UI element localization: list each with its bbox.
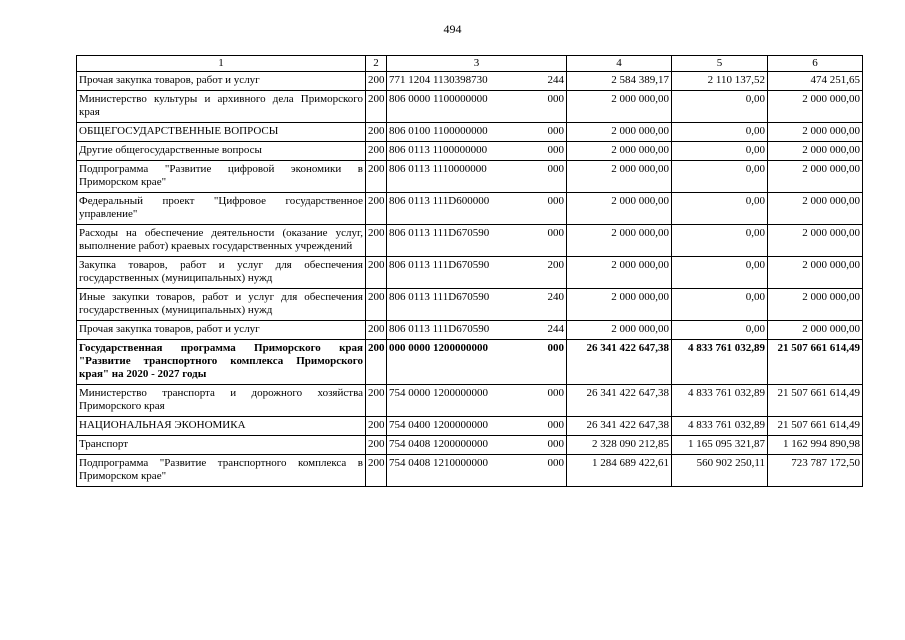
- row-code-expense-type: 240: [547, 291, 564, 303]
- row-code-cell: [387, 436, 567, 455]
- row-code-expense-type: 000: [547, 457, 564, 469]
- row-value-col5: 0,00: [672, 257, 768, 289]
- row-value-col4: 2 000 000,00: [567, 142, 672, 161]
- row-code-cell: [387, 72, 567, 91]
- row-code-cell: [387, 340, 567, 385]
- row-value-col4: 2 000 000,00: [567, 123, 672, 142]
- row-value-col6: 723 787 172,50: [768, 455, 863, 487]
- row-value-col5: 0,00: [672, 193, 768, 225]
- row-value-col6: 2 000 000,00: [768, 225, 863, 257]
- page-number: 494: [443, 22, 462, 36]
- row-col2-cell: 200: [366, 123, 387, 142]
- row-value-col5: 4 833 761 032,89: [672, 417, 768, 436]
- row-col2-cell: 200: [366, 340, 387, 385]
- row-value-col6: 21 507 661 614,49: [768, 340, 863, 385]
- row-name-cell: Государственная программа Приморского края "Развитие транспортного комплекса Приморского края" на 2020 - 2027 годы: [77, 340, 366, 385]
- row-value-col4: 2 000 000,00: [567, 257, 672, 289]
- row-name-cell: Министерство транспорта и дорожного хозяйства Приморского края: [77, 385, 366, 417]
- row-value-col4: 2 000 000,00: [567, 91, 672, 123]
- table-row: [77, 142, 863, 161]
- row-code-classification: 754 0408 1210000000: [389, 457, 488, 469]
- row-name-cell: ОБЩЕГОСУДАРСТВЕННЫЕ ВОПРОСЫ: [77, 123, 366, 142]
- table-row: [77, 340, 863, 385]
- row-code-classification: 806 0113 111D670590: [389, 227, 490, 239]
- row-value-col6: 21 507 661 614,49: [768, 385, 863, 417]
- table-header-row: [77, 56, 863, 72]
- header-cell-5: 5: [672, 56, 768, 72]
- table-row: [77, 257, 863, 289]
- table-row: [77, 225, 863, 257]
- row-value-col4: 2 000 000,00: [567, 193, 672, 225]
- row-col2-cell: 200: [366, 385, 387, 417]
- row-col2-cell: 200: [366, 72, 387, 91]
- row-name-cell: НАЦИОНАЛЬНАЯ ЭКОНОМИКА: [77, 417, 366, 436]
- row-col2-cell: 200: [366, 436, 387, 455]
- row-value-col4: 2 000 000,00: [567, 321, 672, 340]
- row-name-cell: Транспорт: [77, 436, 366, 455]
- table-row: [77, 91, 863, 123]
- table-row: [77, 455, 863, 487]
- row-code-cell: [387, 161, 567, 193]
- row-col2-cell: 200: [366, 289, 387, 321]
- row-code-cell: [387, 257, 567, 289]
- row-code-cell: [387, 91, 567, 123]
- row-col2-cell: 200: [366, 321, 387, 340]
- row-name-cell: Иные закупки товаров, работ и услуг для обеспечения государственных (муниципальных) нужд: [77, 289, 366, 321]
- row-value-col6: 2 000 000,00: [768, 123, 863, 142]
- row-value-col4: 1 284 689 422,61: [567, 455, 672, 487]
- row-code-classification: 806 0113 111D670590: [389, 323, 490, 335]
- row-name-cell: Закупка товаров, работ и услуг для обеспечения государственных (муниципальных) нужд: [77, 257, 366, 289]
- table-row: [77, 417, 863, 436]
- row-value-col5: 2 110 137,52: [672, 72, 768, 91]
- row-code-expense-type: 000: [547, 195, 564, 207]
- row-code-expense-type: 000: [547, 125, 564, 137]
- row-code-expense-type: 000: [547, 342, 564, 354]
- row-code-classification: 806 0113 1110000000: [389, 163, 487, 175]
- row-code-cell: [387, 455, 567, 487]
- row-col2-cell: 200: [366, 225, 387, 257]
- table-row: [77, 72, 863, 91]
- row-code-classification: 754 0408 1200000000: [389, 438, 488, 450]
- row-value-col4: 2 328 090 212,85: [567, 436, 672, 455]
- table-row: [77, 436, 863, 455]
- row-col2-cell: 200: [366, 193, 387, 225]
- row-value-col4: 2 000 000,00: [567, 289, 672, 321]
- row-value-col4: 26 341 422 647,38: [567, 385, 672, 417]
- row-code-classification: 754 0000 1200000000: [389, 387, 488, 399]
- row-code-expense-type: 244: [547, 323, 564, 335]
- row-value-col5: 0,00: [672, 161, 768, 193]
- budget-table: [76, 55, 863, 487]
- row-value-col5: 0,00: [672, 142, 768, 161]
- row-code-classification: 806 0113 1100000000: [389, 144, 488, 156]
- row-value-col6: 2 000 000,00: [768, 289, 863, 321]
- row-code-cell: [387, 225, 567, 257]
- row-value-col6: 2 000 000,00: [768, 91, 863, 123]
- table-row: [77, 289, 863, 321]
- row-code-cell: [387, 142, 567, 161]
- row-value-col5: 0,00: [672, 321, 768, 340]
- row-name-cell: Федеральный проект "Цифровое государственное управление": [77, 193, 366, 225]
- row-code-expense-type: 000: [547, 163, 564, 175]
- row-code-cell: [387, 321, 567, 340]
- row-col2-cell: 200: [366, 91, 387, 123]
- row-code-cell: [387, 417, 567, 436]
- row-name-cell: Другие общегосударственные вопросы: [77, 142, 366, 161]
- row-code-classification: 806 0113 111D670590: [389, 291, 490, 303]
- row-code-classification: 806 0100 1100000000: [389, 125, 488, 137]
- row-name-cell: Подпрограмма "Развитие транспортного комплекса в Приморском крае": [77, 455, 366, 487]
- row-value-col6: 2 000 000,00: [768, 257, 863, 289]
- row-name-cell: Подпрограмма "Развитие цифровой экономики в Приморском крае": [77, 161, 366, 193]
- header-cell-3: 3: [387, 56, 567, 72]
- row-name-cell: Расходы на обеспечение деятельности (оказание услуг, выполнение работ) краевых государственных учреждений: [77, 225, 366, 257]
- row-value-col6: 1 162 994 890,98: [768, 436, 863, 455]
- row-code-cell: [387, 193, 567, 225]
- row-code-classification: 806 0000 1100000000: [389, 93, 488, 105]
- row-code-expense-type: 000: [547, 93, 564, 105]
- row-value-col6: 2 000 000,00: [768, 161, 863, 193]
- row-code-expense-type: 000: [547, 438, 564, 450]
- row-code-cell: [387, 385, 567, 417]
- row-code-expense-type: 000: [547, 419, 564, 431]
- table-row: [77, 123, 863, 142]
- row-value-col5: 0,00: [672, 123, 768, 142]
- header-cell-6: 6: [768, 56, 863, 72]
- row-code-cell: [387, 123, 567, 142]
- row-col2-cell: 200: [366, 161, 387, 193]
- row-value-col4: 2 000 000,00: [567, 225, 672, 257]
- row-code-classification: 806 0113 111D600000: [389, 195, 490, 207]
- row-value-col6: 2 000 000,00: [768, 321, 863, 340]
- row-code-classification: 806 0113 111D670590: [389, 259, 490, 271]
- row-code-expense-type: 200: [547, 259, 564, 271]
- table-row: [77, 385, 863, 417]
- row-name-cell: Прочая закупка товаров, работ и услуг: [77, 72, 366, 91]
- row-name-cell: Министерство культуры и архивного дела Приморского края: [77, 91, 366, 123]
- row-value-col5: 0,00: [672, 225, 768, 257]
- row-col2-cell: 200: [366, 142, 387, 161]
- row-value-col5: 1 165 095 321,87: [672, 436, 768, 455]
- row-code-expense-type: 244: [547, 74, 564, 86]
- row-code-cell: [387, 289, 567, 321]
- header-cell-4: 4: [567, 56, 672, 72]
- table-row: [77, 161, 863, 193]
- row-value-col5: 4 833 761 032,89: [672, 385, 768, 417]
- row-value-col4: 2 584 389,17: [567, 72, 672, 91]
- row-value-col4: 26 341 422 647,38: [567, 340, 672, 385]
- row-name-cell: Прочая закупка товаров, работ и услуг: [77, 321, 366, 340]
- row-value-col6: 2 000 000,00: [768, 193, 863, 225]
- row-value-col5: 0,00: [672, 91, 768, 123]
- row-value-col5: 560 902 250,11: [672, 455, 768, 487]
- row-value-col6: 474 251,65: [768, 72, 863, 91]
- row-code-classification: 771 1204 1130398730: [389, 74, 488, 86]
- row-col2-cell: 200: [366, 257, 387, 289]
- row-value-col4: 26 341 422 647,38: [567, 417, 672, 436]
- table-row: [77, 321, 863, 340]
- row-value-col5: 0,00: [672, 289, 768, 321]
- header-cell-1: 1: [77, 56, 366, 72]
- row-col2-cell: 200: [366, 417, 387, 436]
- table-body: [77, 56, 863, 487]
- row-code-expense-type: 000: [547, 387, 564, 399]
- row-value-col6: 21 507 661 614,49: [768, 417, 863, 436]
- row-value-col4: 2 000 000,00: [567, 161, 672, 193]
- table-row: [77, 193, 863, 225]
- row-value-col6: 2 000 000,00: [768, 142, 863, 161]
- row-col2-cell: 200: [366, 455, 387, 487]
- header-cell-2: 2: [366, 56, 387, 72]
- row-code-expense-type: 000: [547, 227, 564, 239]
- row-value-col5: 4 833 761 032,89: [672, 340, 768, 385]
- row-code-classification: 000 0000 1200000000: [389, 342, 488, 354]
- row-code-classification: 754 0400 1200000000: [389, 419, 488, 431]
- row-code-expense-type: 000: [547, 144, 564, 156]
